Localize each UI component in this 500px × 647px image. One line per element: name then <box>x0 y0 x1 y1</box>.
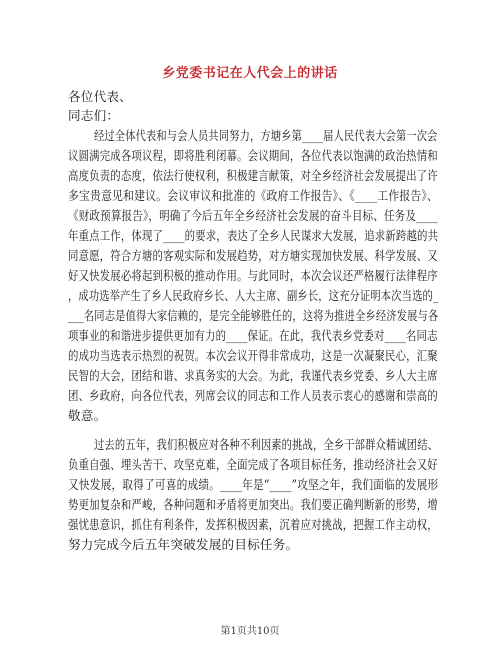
salutation-line: 各位代表、 <box>68 89 132 104</box>
paragraph-line: ，成功选举产生了乡人民政府乡长、人大主席、副乡长，这充分证明本次当选的_ <box>68 288 439 303</box>
paragraph-line: 多宝贵意见和建议。会议审议和批准的《政府工作报告》、《____工作报告》、 <box>68 188 439 203</box>
paragraph-line: 负重自强、埋头苦干、攻坚克难，全面完成了各项目标任务，推动经济社会又好 <box>68 457 438 472</box>
paragraph-line: 同意愿，符合方塘的客观实际和发展趋势，对方塘实现加快发展、科学发展、又 <box>68 248 438 263</box>
paragraph-line: 努力完成今后五年突破发展的目标任务。 <box>68 537 299 552</box>
paragraph-line: ___名同志是值得大家信赖的，是完全能够胜任的，这将为推进全乡经济发展与各 <box>68 308 439 323</box>
paragraph-line: 经过全体代表和与会人员共同努力，方塘乡第____届人民代表大会第一次会 <box>94 128 438 143</box>
page-footer: 第1页共10页 <box>220 626 280 637</box>
paragraph-line: 过去的五年，我们积极应对各种不利因素的挑战，全乡干部群众精诚团结、 <box>94 437 439 452</box>
paragraph-line: 又快发展，取得了可喜的成绩。____年是“____”攻坚之年，我们面临的发展形 <box>68 477 439 492</box>
paragraph-line: 年重点工作，体现了____的要求，表达了全乡人民谋求大发展，追求新跨越的共 <box>68 228 439 243</box>
paragraph-line: 《财政预算报告》，明确了今后五年全乡经济社会发展的奋斗目标、任务及____ <box>68 208 438 223</box>
document-title: 乡党委书记在人代会上的讲话 <box>162 66 338 81</box>
paragraph-line: 议圆满完成各项议程，即将胜利闭幕。会议期间，各位代表以饱满的政治热情和 <box>68 148 438 163</box>
paragraph-line: 民智的大会，团结和谐、求真务实的大会。为此，我谨代表乡党委、乡人大主席 <box>68 368 438 383</box>
paragraph-line: 势更加复杂和严峻，各种问题和矛盾将更加突出。我们要正确判断新的形势，增 <box>68 497 438 512</box>
paragraph-line: 的成功当选表示热烈的祝贺。本次会议开得非常成功，这是一次凝聚民心，汇聚 <box>68 348 438 363</box>
paragraph-line: 高度负责的态度，依法行使权利，积极建言献策，对全乡经济社会发展提出了许 <box>68 168 438 183</box>
paragraph-line: 好又快发展必将起到积极的推动作用。与此同时，本次会议还严格履行法律程序 <box>68 268 438 283</box>
paragraph-line: 团、乡政府，向各位代表，列席会议的同志和工作人员表示衷心的感谢和崇高的 <box>68 388 438 403</box>
paragraph-line: 项事业的和谐进步提供更加有力的____保证。在此，我代表乡党委对____名同志 <box>68 328 438 343</box>
salutation-line: 同志们： <box>68 108 120 123</box>
paragraph-line: 强忧患意识，抓住有利条件，发挥积极因素，沉着应对挑战，把握工作主动权， <box>68 517 438 532</box>
paragraph-line: 敬意。 <box>68 408 107 423</box>
